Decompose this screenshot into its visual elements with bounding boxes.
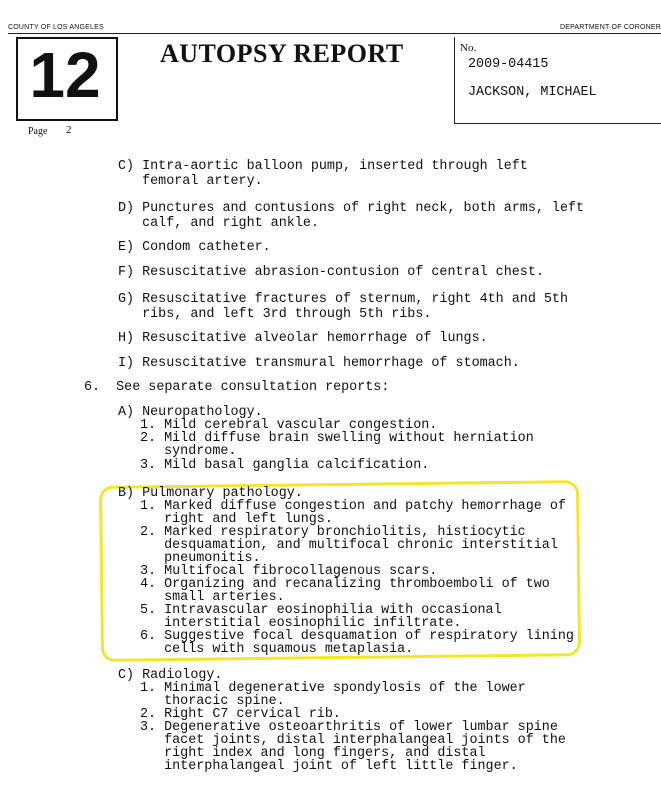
list-item: 6. Suggestive focal desquamation of respiratory lining (140, 629, 574, 644)
case-number-label: No. (460, 42, 477, 54)
list-item: 3. Mild basal ganglia calcification. (140, 458, 430, 473)
list-item: 2. Mild diffuse brain swelling without herniation (140, 431, 534, 446)
finding-line: femoral artery. (118, 174, 263, 189)
list-item: right index and long fingers, and distal (140, 746, 486, 761)
list-item: right and left lungs. (140, 512, 333, 527)
page-label: Page (28, 126, 48, 137)
list-item: syndrome. (140, 444, 237, 459)
list-item: interstitial eosinophilic infiltrate. (140, 616, 462, 631)
list-item: cells with squamous metaplasia. (140, 642, 414, 657)
list-item: small arteries. (140, 590, 285, 605)
finding-line: H) Resuscitative alveolar hemorrhage of lungs. (118, 331, 488, 346)
finding-line: G) Resuscitative fractures of sternum, right 4th and 5th (118, 292, 568, 307)
county-label: COUNTY OF LOS ANGELES (8, 24, 104, 31)
section-heading: 6. See separate consultation reports: (84, 380, 390, 395)
list-item: 3. Multifocal fibrocollagenous scars. (140, 564, 438, 579)
list-item: 3. Degenerative osteoarthritis of lower lumbar spine (140, 720, 558, 735)
finding-line: calf, and right ankle. (118, 216, 319, 231)
list-item: 2. Right C7 cervical rib. (140, 707, 341, 722)
list-item: facet joints, distal interphalangeal joints of the (140, 733, 566, 748)
subsection-heading: A) Neuropathology. (118, 405, 263, 420)
department-label: DEPARTMENT OF CORONER (559, 24, 661, 31)
subsection-heading: B) Pulmonary pathology. (118, 486, 303, 501)
finding-line: F) Resuscitative abrasion-contusion of central chest. (118, 265, 544, 280)
list-item: 4. Organizing and recanalizing thromboemboli of two (140, 577, 550, 592)
case-number: 2009-04415 (468, 57, 549, 72)
page-title: AUTOPSY REPORT (160, 39, 404, 68)
finding-line: I) Resuscitative transmural hemorrhage of stomach. (118, 356, 520, 371)
case-info-box (454, 37, 661, 124)
decedent-name: JACKSON, MICHAEL (468, 85, 597, 100)
list-item: 1. Minimal degenerative spondylosis of the lower (140, 681, 526, 696)
finding-line: D) Punctures and contusions of right neck, both arms, left (118, 201, 585, 216)
list-item: interphalangeal joint of left little finger. (140, 759, 518, 774)
page-number: 2 (66, 124, 72, 136)
list-item: 2. Marked respiratory bronchiolitis, histiocytic (140, 525, 526, 540)
list-item: desquamation, and multifocal chronic interstitial (140, 538, 558, 553)
list-item: 1. Marked diffuse congestion and patchy hemorrhage of (140, 499, 566, 514)
header-rule (8, 33, 661, 34)
list-item: pneumonitis. (140, 551, 261, 566)
list-item: 1. Mild cerebral vascular congestion. (140, 418, 438, 433)
list-item: 5. Intravascular eosinophilia with occasional (140, 603, 502, 618)
list-item: thoracic spine. (140, 694, 285, 709)
report-number: 12 (29, 39, 101, 111)
finding-line: ribs, and left 3rd through 5th ribs. (118, 307, 432, 322)
finding-line: C) Intra-aortic balloon pump, inserted through left (118, 159, 528, 174)
subsection-heading: C) Radiology. (118, 668, 223, 683)
finding-line: E) Condom catheter. (118, 240, 271, 255)
